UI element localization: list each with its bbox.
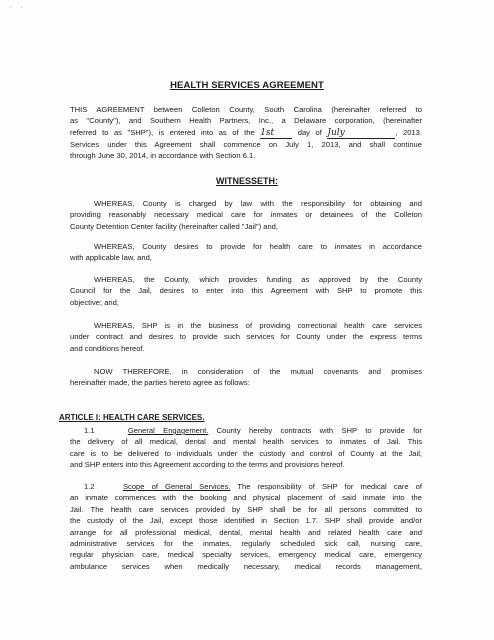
section-heading: General Engagement.: [127, 426, 209, 435]
text-line: WHEREAS, County is charged by law with the responsibility for obtaining and: [94, 199, 422, 208]
text-line: Council for the Jail, desires to enter into this Agreement with SHP to promote this: [70, 286, 422, 296]
text-line: objective; and,: [70, 297, 119, 307]
text-line: hereinafter made, the parties hereto agree as follows:: [70, 378, 250, 388]
scan-speck: · ·: [10, 4, 26, 11]
text-line: as "County"), and Southern Health Partners, Inc., a Delaware corporation, (hereinafter: [70, 116, 422, 126]
text-line: under contract and desires to provide such services for County under the express terms: [70, 332, 422, 342]
witnesseth-heading: WITNESSETH:: [216, 176, 278, 186]
section-heading: Scope of General Services.: [122, 482, 231, 491]
text-line: through June 30, 2014, in accordance with Section 6.1.: [70, 151, 256, 161]
whereas-paragraph-3: [70, 274, 422, 308]
text-line: WHEREAS, SHP is in the business of providing correctional health care services: [94, 321, 422, 330]
now-therefore-paragraph: [70, 366, 422, 389]
document-title: HEALTH SERVICES AGREEMENT: [170, 80, 324, 91]
text-line: the delivery of all medical, dental and mental health services to inmates of Jail. This: [70, 437, 422, 447]
section-1-2: [70, 481, 422, 572]
text-line: Jail. The health care services provided by SHP shall be for all persons committed to: [70, 504, 422, 514]
text-line: regular physician care, medical specialty services, emergency medical care, emergency: [70, 550, 422, 560]
text-line: WHEREAS, the County, which provides funding as approved by the County: [94, 275, 422, 284]
text-line: care is to be delivered to individuals under the custody and control of County at the Jail,: [70, 448, 422, 458]
text-line: THIS AGREEMENT between Colleton County, South Carolina (hereinafter referred to: [70, 105, 422, 114]
whereas-paragraph-4: [70, 320, 422, 354]
section-number: 1.2: [84, 482, 95, 491]
text-line: NOW THEREFORE, in consideration of the mutual covenants and promises: [94, 367, 422, 376]
whereas-paragraph-2: [70, 241, 422, 264]
section-1-1: [70, 425, 422, 471]
day-blank: [260, 128, 292, 139]
text-line: 1.2 Scope of General Services. The responsibility of SHP for medical care of: [84, 482, 422, 491]
handwritten-month: July: [327, 127, 345, 138]
text-line: with applicable law, and,: [70, 253, 152, 263]
text-line: WHEREAS, County desires to provide for health care to inmates in accordance: [94, 242, 422, 251]
month-blank: [327, 128, 395, 139]
text-line: and SHP enters into this Agreement according to the terms and provisions hereof.: [70, 460, 345, 470]
section-number: 1.1: [84, 426, 95, 435]
text-line: providing reasonably necessary medical care for inmates or detainees of the Colleton: [70, 210, 422, 220]
text-line: Services under this Agreement shall commence on July 1, 2013, and shall continue: [70, 139, 422, 149]
text-line: referred to as "SHP"), is entered into as of the 1st day of July , 2013.: [70, 127, 422, 138]
handwritten-day: 1st: [260, 127, 275, 138]
text-line: administrative services for the inmates, regularly scheduled sick call, nursing care,: [70, 539, 422, 549]
text-line: County Detention Center facility (hereinafter called "Jail") and,: [70, 221, 278, 231]
text-line: the custody of the Jail, except those identified in Section 1.7. SHP shall provide and/or: [70, 516, 422, 526]
agreement-paragraph: [70, 104, 422, 162]
text-line: and conditions hereof.: [70, 343, 145, 353]
text-line: ambulance services when medically necessary, medical records management,: [70, 561, 422, 571]
whereas-paragraph-1: [70, 198, 422, 232]
text-line: an inmate commences with the booking and physical placement of said inmate into the: [70, 493, 422, 503]
text-line: arrange for all professional medical, dental, mental health and related health care and: [70, 527, 422, 537]
article-heading: ARTICLE I: HEALTH CARE SERVICES.: [59, 413, 205, 422]
text-line: 1.1 General Engagement. County hereby contracts with SHP to provide for: [84, 426, 422, 435]
